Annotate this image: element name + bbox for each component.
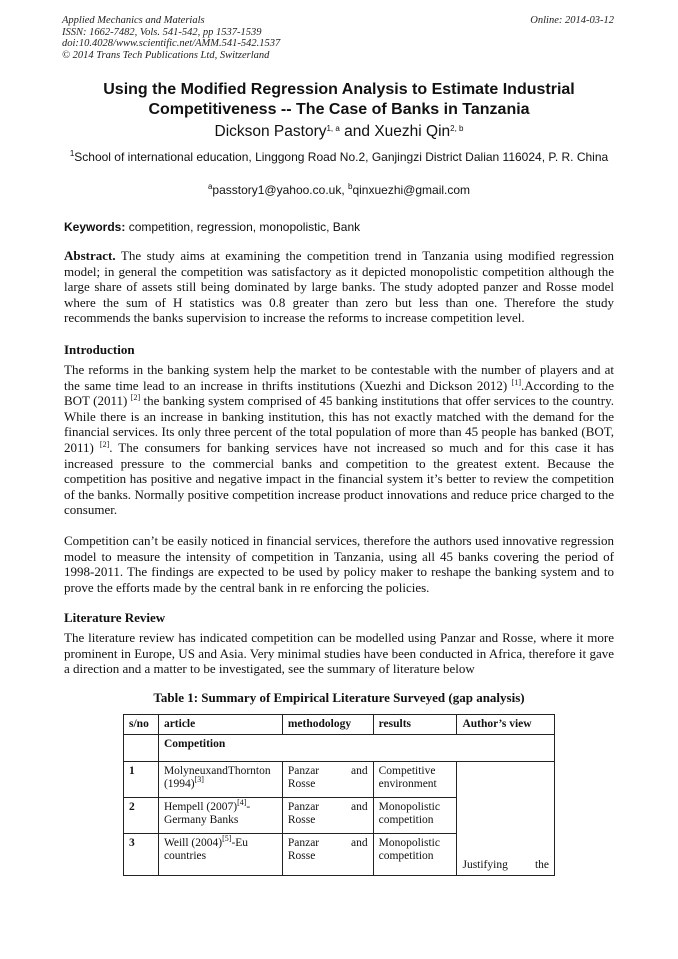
authors-view-text: Justifying the: [462, 859, 549, 871]
row-result: Monopolistic competition: [373, 834, 457, 876]
abstract-label: Abstract.: [64, 248, 116, 263]
section-empty-cell: [124, 735, 159, 762]
article-ref: [3]: [194, 775, 204, 784]
row-methodology: [282, 834, 373, 876]
intro-text-a: The reforms in the banking system help the market to be contestable with the number of players and at the same time lead to an increase in thrifts institutions (Xuezhi and Dickson 2012): [64, 362, 614, 393]
article-ref: [5]: [222, 834, 232, 843]
method-word: and: [351, 801, 368, 813]
author-1: Dickson Pastory: [214, 123, 327, 140]
method-word: Panzar: [287, 837, 320, 849]
author-2: Xuezhi Qin: [374, 123, 451, 140]
author-1-sup: 1, a: [326, 124, 340, 133]
journal-header: [62, 15, 280, 61]
introduction-heading: Introduction: [64, 342, 135, 357]
citation-2: [2]: [130, 393, 141, 403]
author-2-sup: 2, b: [450, 124, 464, 133]
col-header-methodology: methodology: [282, 715, 373, 735]
issn-line: ISSN: 1662-7482, Vols. 541-542, pp 1537-1539: [62, 26, 262, 38]
doi-line: doi:10.4028/www.scientific.net/AMM.541-542.1537: [62, 38, 281, 49]
keywords-label: Keywords:: [64, 220, 126, 234]
article-text: MolyneuxandThornton (1994): [163, 765, 271, 790]
introduction-paragraph-1: [64, 362, 614, 518]
authors-view-cell: [457, 762, 555, 876]
row-methodology: [282, 762, 373, 798]
article-ref: [4]: [237, 798, 247, 807]
intro-text-c: the banking system comprised of 45 banking institutions that offer services to the country. While there is an increase in banking institution, this has not exactly matched with the demand for the financial services. Its only three percent of the total population of more than 45 people has banked (BOT, 2011): [64, 393, 614, 455]
method-word: and: [351, 837, 368, 849]
author-separator: and: [339, 123, 375, 140]
email-a: passtory1@yahoo.co.uk,: [212, 183, 345, 197]
affiliation-sup: 1: [69, 149, 75, 158]
email-line: [40, 183, 638, 198]
col-header-authors-view: Author’s view: [457, 715, 555, 735]
article-text: Hempell (2007): [163, 801, 238, 813]
citation-1: [1]: [511, 377, 521, 387]
row-article: [158, 798, 282, 834]
paper-title: Using the Modified Regression Analysis to Estimate Industrial Competitiveness -- The Case of Banks in Tanzania: [103, 81, 575, 118]
row-result: Competitive environment: [373, 762, 457, 798]
article-tail: -Eu countries: [163, 837, 249, 862]
citation-3: [2]: [99, 439, 110, 449]
email-b-sup: b: [348, 182, 353, 191]
row-number: 2: [124, 798, 159, 834]
literature-table: [123, 714, 555, 876]
author-line: [40, 122, 638, 141]
table-header-row: [124, 715, 555, 735]
row-article: [158, 762, 282, 798]
row-article: [158, 834, 282, 876]
row-number: 1: [124, 762, 159, 798]
col-header-sno: s/no: [124, 715, 159, 735]
row-methodology: [282, 798, 373, 834]
row-result: Monopolistic competition: [373, 798, 457, 834]
intro-text-d: . The consumers for banking services have not increased so much and for this case it has increased pressure to the commercial banks and competition to the greatest extent. Because the competition has positive and negative impact in the financial system it’s better to review the competition of the banks. Normally positive competition increase product innovations and reduce price charged to the consumer.: [64, 439, 614, 518]
introduction-paragraph-2: Competition can’t be easily noticed in financial services, therefore the authors used innovative regression model to measure the intensity of competition in Tanzania, using all 45 banks covering the period of 1998-2011. The findings are expected to be used by policy maker to reshape the banking system and to prove the efforts made by the central bank in re enforcing the policies.: [64, 533, 614, 595]
section-label: Competition: [158, 735, 554, 762]
method-word: Panzar: [287, 801, 320, 813]
method-word: Panzar: [287, 765, 320, 777]
abstract-text: The study aims at examining the competition trend in Tanzania using modified regression model; in general the competition was satisfactory as it depicted monopolistic competition although the large share of assets still being dominated by large banks. The study adopted panzer and Rosse model where the sum of H statistics was 0.8 greater than zero but less than one. Therefore the study recommends the banks supervision to increase the reforms to increase competition level.: [64, 248, 614, 326]
literature-heading: Literature Review: [64, 610, 166, 625]
table-caption: Table 1: Summary of Empirical Literature Surveyed (gap analysis): [153, 690, 525, 705]
keywords-text: competition, regression, monopolistic, Bank: [128, 220, 361, 234]
abstract: [64, 248, 614, 326]
email-a-sup: a: [207, 182, 213, 191]
literature-paragraph: The literature review has indicated competition can be modelled using Panzar and Rosse, where it more prominent in Europe, US and Asia. Very minimal studies have been conducted in Africa, therefore it gave a direction and a matter to be investigated, see the summary of literature below: [64, 630, 614, 677]
affiliation: [62, 150, 616, 165]
intro-text-b: .According to the BOT (2011): [64, 377, 614, 409]
article-tail: -Germany Banks: [163, 801, 251, 826]
method-word: and: [351, 765, 368, 777]
method-word: Rosse: [287, 850, 316, 862]
keywords: [64, 220, 614, 235]
table-section-row: [124, 735, 555, 762]
journal-name: Applied Mechanics and Materials: [62, 15, 205, 26]
col-header-results: results: [373, 715, 457, 735]
row-number: 3: [124, 834, 159, 876]
article-text: Weill (2004): [163, 837, 223, 849]
method-word: Rosse: [287, 778, 316, 790]
email-b: qinxuezhi@gmail.com: [352, 183, 471, 197]
online-date: Online: 2014-03-12: [530, 15, 614, 26]
col-header-article: article: [158, 715, 282, 735]
table-row: [124, 762, 555, 798]
method-word: Rosse: [287, 814, 316, 826]
copyright-line: © 2014 Trans Tech Publications Ltd, Switzerland: [62, 49, 270, 61]
affiliation-text: School of international education, Linggong Road No.2, Ganjingzi District Dalian 116024, P. R. China: [74, 150, 609, 164]
